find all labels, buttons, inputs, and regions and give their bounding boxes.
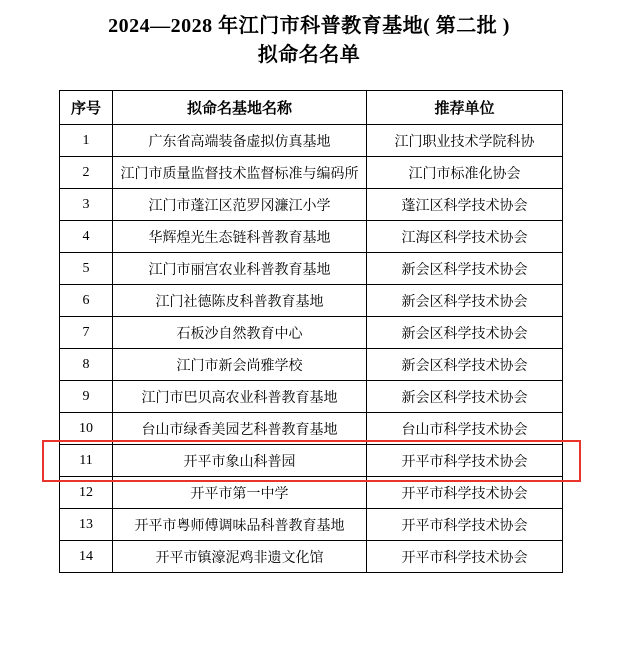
cell-base-name: 开平市第一中学 <box>113 477 367 509</box>
cell-recommending-unit: 开平市科学技术协会 <box>367 509 563 541</box>
cell-no: 12 <box>60 477 113 509</box>
cell-recommending-unit: 江海区科学技术协会 <box>367 221 563 253</box>
page-title-line-2: 拟命名名单 <box>257 44 361 66</box>
cell-no: 13 <box>60 509 113 541</box>
cell-base-name: 江门市新会尚雅学校 <box>113 349 367 381</box>
page-title-line-1: 2024—2028 年江门市科普教育基地( 第二批 ) <box>108 15 510 37</box>
cell-base-name: 台山市绿香美园艺科普教育基地 <box>113 413 367 445</box>
cell-no: 4 <box>60 221 113 253</box>
cell-no: 7 <box>60 317 113 349</box>
cell-no: 9 <box>60 381 113 413</box>
cell-recommending-unit: 开平市科学技术协会 <box>367 541 563 573</box>
column-header-no: 序号 <box>60 91 113 125</box>
table-body <box>60 125 563 573</box>
cell-base-name: 江门市丽宫农业科普教育基地 <box>113 253 367 285</box>
cell-recommending-unit: 开平市科学技术协会 <box>367 445 563 477</box>
cell-base-name: 广东省高端装备虚拟仿真基地 <box>113 125 367 157</box>
cell-base-name: 开平市镇濠泥鸡非遗文化馆 <box>113 541 367 573</box>
cell-base-name: 江门市巴贝高农业科普教育基地 <box>113 381 367 413</box>
cell-recommending-unit: 新会区科学技术协会 <box>367 381 563 413</box>
cell-no: 11 <box>60 445 113 477</box>
cell-no: 14 <box>60 541 113 573</box>
cell-no: 3 <box>60 189 113 221</box>
cell-no: 1 <box>60 125 113 157</box>
table-row <box>60 157 563 189</box>
table-row <box>60 477 563 509</box>
cell-recommending-unit: 江门市标准化协会 <box>367 157 563 189</box>
cell-base-name: 开平市粤师傅调味品科普教育基地 <box>113 509 367 541</box>
table-row <box>60 189 563 221</box>
page-title <box>0 0 618 70</box>
table-row <box>60 285 563 317</box>
table-row <box>60 317 563 349</box>
table-row <box>60 381 563 413</box>
cell-recommending-unit: 台山市科学技术协会 <box>367 413 563 445</box>
table-row <box>60 125 563 157</box>
column-header-name: 拟命名基地名称 <box>113 91 367 125</box>
table-header <box>60 91 563 125</box>
table-row <box>60 253 563 285</box>
table-container <box>59 90 559 573</box>
cell-no: 6 <box>60 285 113 317</box>
naming-list-table <box>59 90 563 573</box>
table-row <box>60 221 563 253</box>
table-row <box>60 413 563 445</box>
cell-recommending-unit: 江门职业技术学院科协 <box>367 125 563 157</box>
cell-base-name: 石板沙自然教育中心 <box>113 317 367 349</box>
table-row <box>60 509 563 541</box>
column-header-unit: 推荐单位 <box>367 91 563 125</box>
cell-recommending-unit: 新会区科学技术协会 <box>367 349 563 381</box>
cell-no: 5 <box>60 253 113 285</box>
cell-no: 10 <box>60 413 113 445</box>
cell-base-name: 开平市象山科普园 <box>113 445 367 477</box>
table-row <box>60 541 563 573</box>
cell-base-name: 华辉煌光生态链科普教育基地 <box>113 221 367 253</box>
cell-recommending-unit: 新会区科学技术协会 <box>367 317 563 349</box>
cell-base-name: 江门市质量监督技术监督标准与编码所 <box>113 157 367 189</box>
table-row <box>60 349 563 381</box>
cell-no: 2 <box>60 157 113 189</box>
cell-recommending-unit: 蓬江区科学技术协会 <box>367 189 563 221</box>
cell-base-name: 江门市蓬江区范罗冈濂江小学 <box>113 189 367 221</box>
table-header-row <box>60 91 563 125</box>
table-row <box>60 445 563 477</box>
cell-recommending-unit: 新会区科学技术协会 <box>367 285 563 317</box>
cell-no: 8 <box>60 349 113 381</box>
cell-base-name: 江门社德陈皮科普教育基地 <box>113 285 367 317</box>
cell-recommending-unit: 开平市科学技术协会 <box>367 477 563 509</box>
cell-recommending-unit: 新会区科学技术协会 <box>367 253 563 285</box>
